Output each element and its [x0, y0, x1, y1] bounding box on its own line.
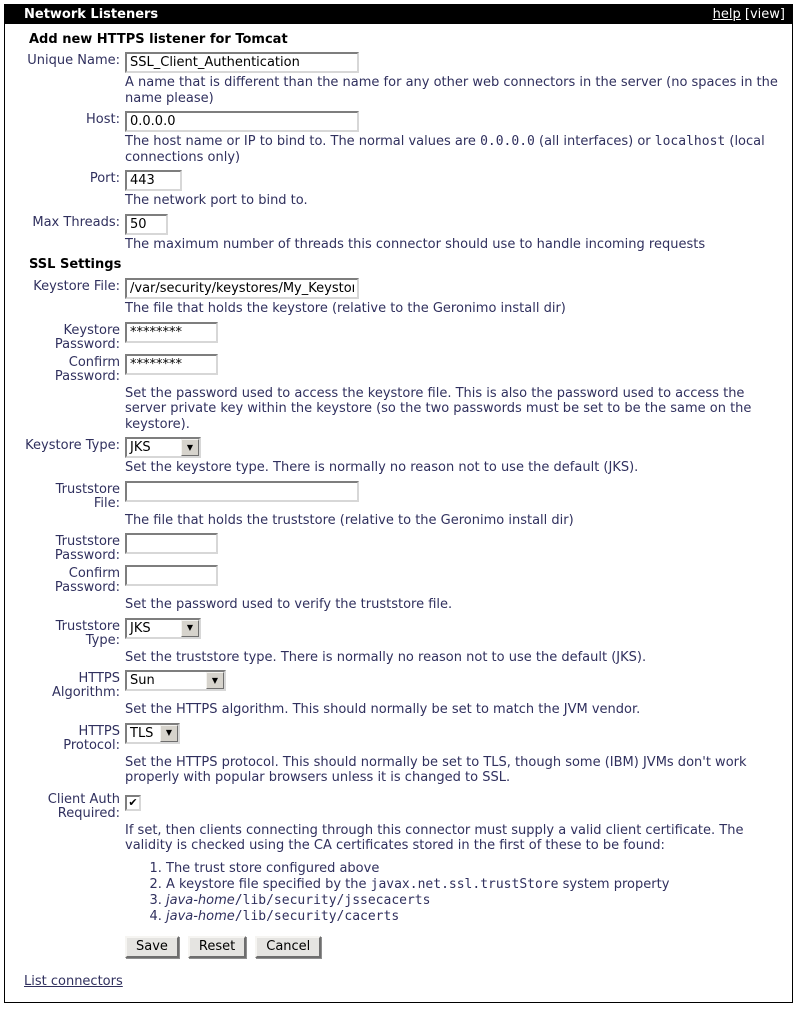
https-algorithm-row — [24, 670, 784, 700]
ca-list-item: 4. java-home/lib/security/cacerts — [166, 909, 780, 925]
max-threads-label: Max Threads: — [32, 214, 120, 230]
ca-list-item: 3. java-home/lib/security/jssecacerts — [166, 893, 780, 909]
port-help: The network port to bind to. — [125, 193, 308, 208]
keystore-type-help: Set the keystore type. There is normally no reason not to use the default (JKS). — [125, 460, 639, 475]
truststore-password-label: Truststore Password: — [54, 534, 120, 563]
dropdown-arrow-icon: ▼ — [181, 620, 199, 637]
ssl-settings-heading: SSL Settings — [29, 257, 122, 272]
max-threads-row — [24, 214, 784, 235]
keystore-file-row — [24, 278, 784, 299]
keystore-password-row — [24, 322, 784, 352]
https-algorithm-select[interactable]: Sun ▼ — [125, 670, 226, 691]
port-label: Port: — [89, 171, 120, 186]
keystore-type-label: Keystore Type: — [25, 438, 120, 453]
max-threads-help: The maximum number of threads this connector should use to handle incoming requests — [125, 236, 706, 252]
dropdown-arrow-icon: ▼ — [160, 725, 178, 742]
keystore-password-input[interactable] — [125, 322, 218, 343]
https-protocol-help: Set the HTTPS protocol. This should normally be set to TLS, though some (IBM) JVMs don't work properly with popular browsers unless it is changed to SSL. — [125, 754, 747, 785]
max-threads-input[interactable] — [125, 214, 168, 235]
https-protocol-select[interactable]: TLS ▼ — [125, 723, 180, 744]
keystore-password-label: Keystore Password: — [54, 322, 120, 352]
keystore-password-help: Set the password used to access the keystore file. This is also the password used to access the server private key within the keystore (so the two passwords must be set to be the same on the keystore). — [125, 385, 752, 432]
client-auth-label: Client Auth Required: — [47, 791, 120, 821]
list-connectors-link[interactable]: List connectors — [24, 973, 123, 989]
truststore-password-row — [24, 533, 784, 563]
ca-list-item: 1. The trust store configured above — [166, 861, 780, 877]
ca-cert-order-list — [125, 861, 780, 925]
keystore-confirm-password-label: Confirm Password: — [54, 354, 120, 384]
truststore-file-row — [24, 481, 784, 511]
keystore-type-row — [24, 437, 784, 458]
ca-list-item: 2. A keystore file specified by the javax.net.ssl.trustStore system property — [166, 877, 780, 893]
footer — [24, 974, 784, 989]
truststore-confirm-password-label: Confirm Password: — [54, 566, 120, 595]
network-listeners-portlet — [4, 4, 793, 1003]
unique-name-row — [24, 52, 784, 73]
keystore-file-input[interactable] — [125, 278, 359, 299]
truststore-file-help: The file that holds the truststore (relative to the Geronimo install dir) — [125, 512, 574, 528]
truststore-type-row — [24, 618, 784, 648]
button-row — [125, 936, 784, 958]
ca-list-wrap — [125, 859, 780, 931]
keystore-file-help: The file that holds the keystore (relative to the Geronimo install dir) — [125, 301, 566, 316]
client-auth-help: If set, then clients connecting through this connector must supply a valid client certificate. The validity is checked using the CA certificates stored in the first of these to be found: — [125, 822, 744, 853]
keystore-type-select[interactable]: JKS ▼ — [125, 437, 201, 458]
truststore-file-input[interactable] — [125, 481, 359, 502]
portlet-titlebar — [5, 5, 792, 24]
truststore-type-help: Set the truststore type. There is normally no reason not to use the default (JKS). — [125, 649, 647, 665]
dropdown-arrow-icon: ▼ — [206, 672, 224, 689]
form-title: Add new HTTPS listener for Tomcat — [29, 32, 288, 47]
unique-name-label: Unique Name: — [27, 53, 120, 68]
titlebar-links — [713, 7, 785, 22]
truststore-type-label: Truststore Type: — [55, 618, 120, 648]
port-row — [24, 170, 784, 191]
host-row — [24, 111, 784, 132]
cancel-button[interactable]: Cancel — [255, 936, 321, 958]
https-algorithm-help: Set the HTTPS algorithm. This should normally be set to match the JVM vendor. — [125, 702, 641, 717]
https-protocol-label: HTTPS Protocol: — [63, 723, 120, 753]
host-label: Host: — [86, 112, 120, 127]
unique-name-help: A name that is different than the name for any other web connectors in the server (no spaces in the name please) — [125, 75, 778, 106]
client-auth-row — [24, 791, 784, 821]
save-button[interactable]: Save — [125, 936, 179, 958]
dropdown-arrow-icon: ▼ — [181, 439, 199, 456]
form-content — [5, 24, 792, 989]
truststore-file-label: Truststore File: — [55, 481, 120, 511]
portlet-title: Network Listeners — [24, 7, 159, 22]
help-link[interactable]: help — [712, 7, 741, 22]
view-link[interactable]: [view] — [744, 7, 785, 22]
client-auth-checkbox[interactable] — [125, 795, 141, 811]
unique-name-input[interactable] — [125, 52, 359, 73]
port-input[interactable] — [125, 170, 182, 191]
host-help: The host name or IP to bind to. The normal values are 0.0.0.0 (all interfaces) or localhost (local connections only) — [125, 134, 765, 165]
truststore-type-select[interactable]: JKS ▼ — [125, 618, 201, 639]
keystore-confirm-password-row — [24, 354, 784, 384]
truststore-confirm-password-row — [24, 565, 784, 595]
host-input[interactable] — [125, 111, 359, 132]
keystore-confirm-password-input[interactable] — [125, 354, 218, 375]
keystore-file-label: Keystore File: — [33, 279, 120, 294]
truststore-password-help: Set the password used to verify the truststore file. — [125, 597, 453, 612]
https-algorithm-label: HTTPS Algorithm: — [51, 671, 120, 700]
reset-button[interactable]: Reset — [188, 936, 246, 958]
https-protocol-row — [24, 723, 784, 753]
truststore-confirm-password-input[interactable] — [125, 565, 218, 586]
check-icon: ✔ — [128, 796, 138, 809]
truststore-password-input[interactable] — [125, 533, 218, 554]
